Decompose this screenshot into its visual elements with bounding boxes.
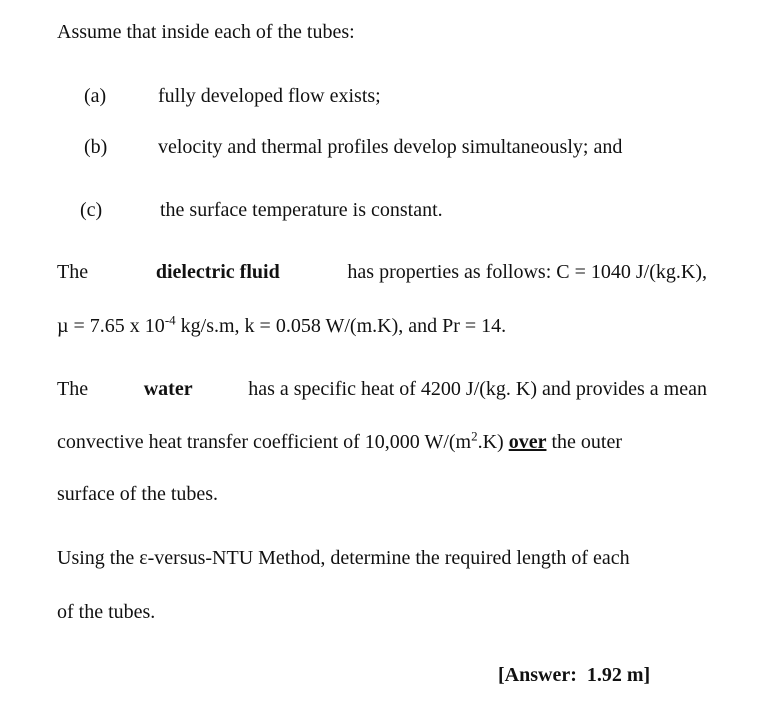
fluid-name: dielectric fluid	[155, 261, 280, 283]
answer-text: [Answer: 1.92 m]	[498, 664, 651, 686]
item-c-label: (c)	[80, 199, 103, 221]
item-a-label: (a)	[84, 85, 107, 107]
item-b-label: (b)	[84, 136, 108, 158]
water-over-emphasis: over	[508, 431, 547, 453]
fluid-line-1-pre: The	[57, 261, 89, 283]
question-line-1: Using the ε-versus-NTU Method, determine the required length of each	[57, 547, 630, 569]
water-line-1	[57, 377, 707, 401]
water-line-3: surface of the tubes.	[57, 483, 219, 505]
water-exponent: 2	[471, 428, 478, 444]
item-b-text: velocity and thermal profiles develop simultaneously; and	[158, 136, 623, 158]
fluid-line-2	[57, 314, 506, 338]
water-name: water	[143, 378, 193, 400]
water-line-2-mid: .K)	[477, 431, 509, 453]
water-line-2-pre: convective heat transfer coefficient of 10,000 W/(m	[57, 431, 472, 453]
fluid-line-1-post: has properties as follows: C = 1040 J/(kg.K),	[347, 261, 707, 283]
water-line-1-pre: The	[57, 378, 89, 400]
fluid-line-2-pre: µ = 7.65 x 10	[57, 315, 165, 337]
intro-text: Assume that inside each of the tubes:	[57, 21, 355, 43]
water-line-2-post: the outer	[546, 431, 622, 453]
item-a-text: fully developed flow exists;	[158, 85, 381, 107]
water-line-2	[57, 430, 622, 454]
item-c-text: the surface temperature is constant.	[160, 199, 443, 221]
fluid-line-1	[57, 260, 707, 284]
fluid-line-2-post: kg/s.m, k = 0.058 W/(m.K), and Pr = 14.	[175, 315, 507, 337]
water-line-1-post: has a specific heat of 4200 J/(kg. K) and provides a mean	[248, 378, 707, 400]
question-line-2: of the tubes.	[57, 601, 156, 623]
fluid-exponent: -4	[164, 312, 176, 328]
